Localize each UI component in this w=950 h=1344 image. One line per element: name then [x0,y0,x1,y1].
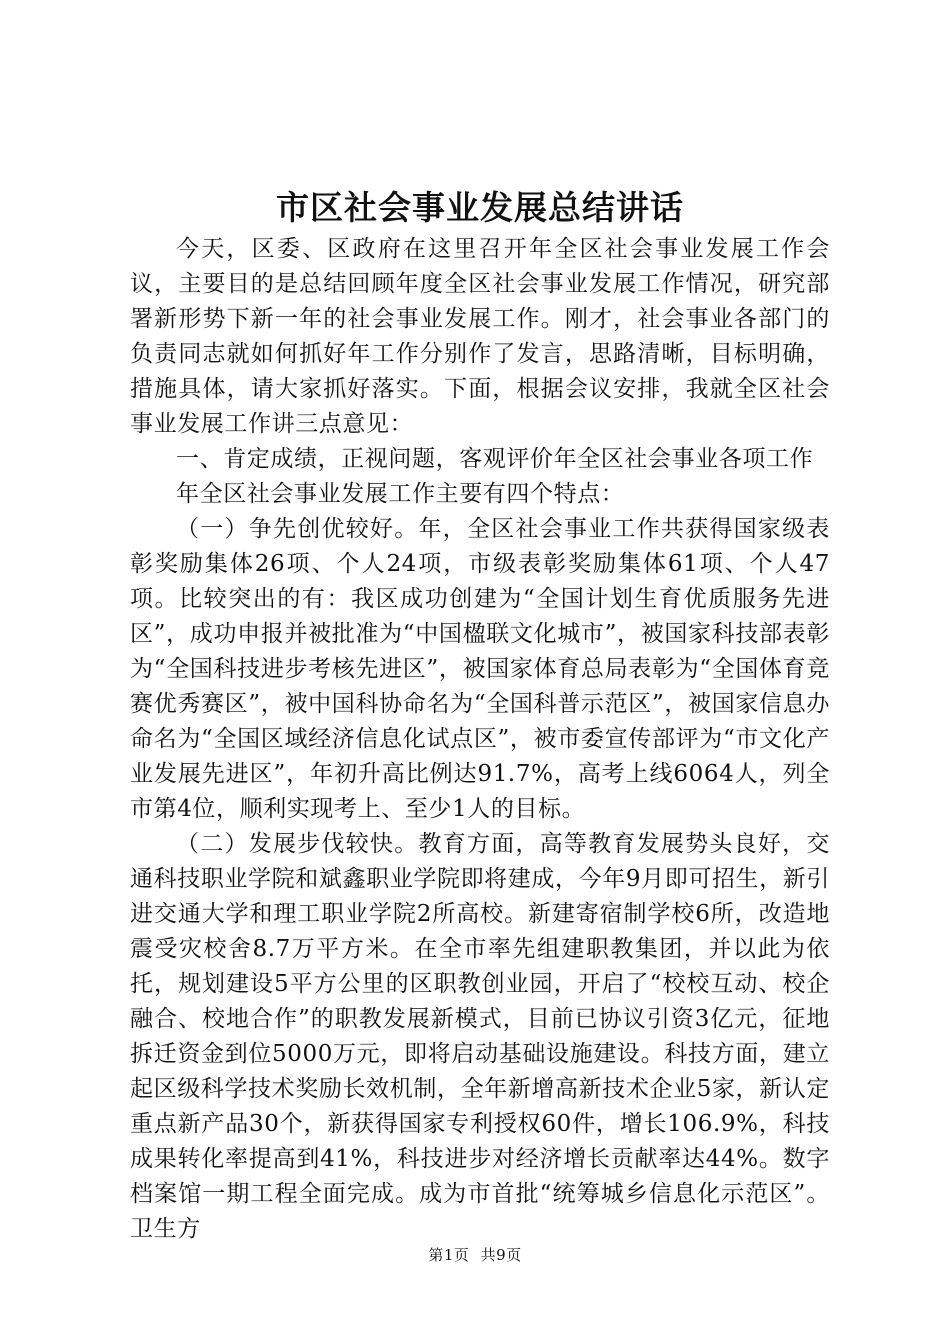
page-total: 共9页 [480,1246,522,1264]
page-footer [0,1245,950,1265]
document-title: 市区社会事业发展总结讲话 [276,188,684,227]
paragraph-point-2: （二）发展步伐较快。教育方面，高等教育发展势头良好，交通科技职业学院和斌鑫职业学院即将建成，今年9月即可招生，新引进交通大学和理工职业学院2所高校。新建寄宿制学校6所，改造地震受灾校舍8.7万平方米。在全市率先组建职教集团，并以此为依托，规划建设5平方公里的区职教创业园，开启了“校校互动、校企融合、校地合作”的职教发展新模式，目前已协议引资3亿元，征地拆迁资金到位5000万元，即将启动基础设施建设。科技方面，建立起区级科学技术奖励长效机制，全年新增高新技术企业5家，新认定重点新产品30个，新获得国家专利授权60件，增长106.9%，科技成果转化率提高到41%，科技进步对经济增长贡献率达44%。数字档案馆一期工程全面完成。成为市首批“统筹城乡信息化示范区”。卫生方 [130,831,830,1242]
document-page [130,0,830,1344]
paragraph-features: 年全区社会事业发展工作主要有四个特点： [176,481,625,507]
document-body [130,232,830,1247]
paragraph-intro: 今天，区委、区政府在这里召开年全区社会事业发展工作会议，主要目的是总结回顾年度全区社会事业发展工作情况，研究部署新形势下新一年的社会事业发展工作。刚才，社会事业各部门的负责同志就如何抓好年工作分别作了发言，思路清晰，目标明确，措施具体，请大家抓好落实。下面，根据会议安排，我就全区社会事业发展工作讲三点意见： [130,236,830,437]
page-number: 第1页 [428,1246,470,1264]
section-heading-1: 一、肯定成绩，正视问题，客观评价年全区社会事业各项工作 [176,446,814,472]
paragraph-point-1: （一）争先创优较好。年，全区社会事业工作共获得国家级表彰奖励集体26项、个人24项，市级表彰奖励集体61项、个人47项。比较突出的有：我区成功创建为“全国计划生育优质服务先进区”，成功申报并被批准为“中国楹联文化城市”，被国家科技部表彰为“全国科技进步考核先进区”，被国家体育总局表彰为“全国体育竞赛优秀赛区”，被中国科协命名为“全国科普示范区”，被国家信息办命名为“全国区域经济信息化试点区”，被市委宣传部评为“市文化产业发展先进区”，年初升高比例达91.7%，高考上线6064人，列全市第4位，顺利实现考上、至少1人的目标。 [130,516,830,822]
